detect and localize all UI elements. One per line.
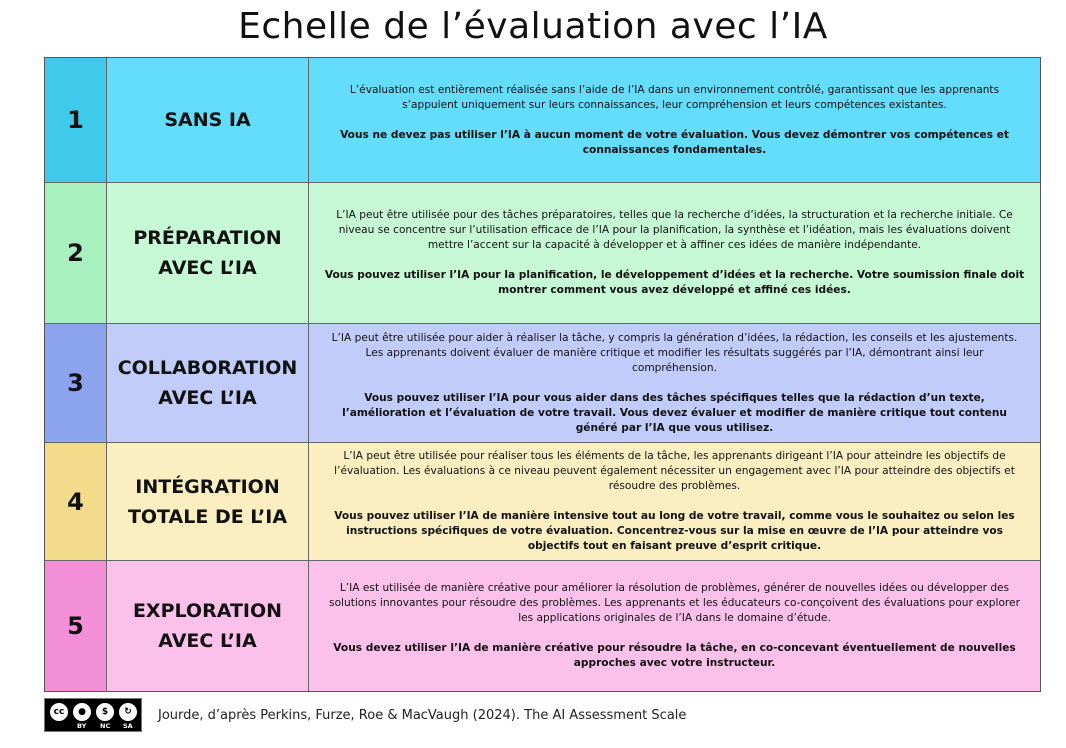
footer bbox=[44, 698, 686, 732]
citation: Jourde, d’après Perkins, Furze, Roe & MacVaugh (2024). The AI Assessment Scale bbox=[158, 707, 687, 723]
level-description: L’IA peut être utilisée pour réaliser tous les éléments de la tâche, les apprenants dirigeant l’IA pour atteindre les objectifs de l’évaluation. Les évaluations à ce niveau peuvent également nécessiter un engagement avec l’IA pour atteindre des objectifs et résoudre des problèmes. bbox=[334, 450, 1015, 492]
level-description-cell bbox=[309, 443, 1040, 560]
level-description: L’IA peut être utilisée pour aider à réaliser la tâche, y compris la génération d’idées, la rédaction, les conseils et les ajustements. Les apprenants doivent évaluer de manière critique et modifier les résultats suggérés par l’IA, démontrant ainsi leur compréhension. bbox=[331, 331, 1018, 374]
sa-label: SA bbox=[123, 722, 133, 730]
level-number: 4 bbox=[45, 443, 107, 560]
level-rule: Vous devez utiliser l’IA de manière créative pour résoudre la tâche, en co-concevant éventuellement de nouvelles approches avec votre instructeur. bbox=[333, 642, 1016, 669]
sa-icon: ↻ bbox=[118, 702, 138, 722]
level-description-cell bbox=[309, 58, 1040, 182]
scale-row-3 bbox=[45, 324, 1040, 443]
level-description: L’IA peut être utilisée pour des tâches préparatoires, telles que la recherche d’idées, la structuration et la recherche initiale. Ce niveau se concentre sur l’utilisation efficace de l’IA pour la planification, la synthèse et l’idéation, mais les évaluations doivent mettre l’accent sur la capacité à développer et à affiner ces idées de manière indépendante. bbox=[336, 209, 1013, 251]
level-number: 1 bbox=[45, 58, 107, 182]
level-number: 2 bbox=[45, 183, 107, 323]
level-rule: Vous pouvez utiliser l’IA pour la planification, le développement d’idées et la recherche. Votre soumission finale doit montrer comment vous avez développé et affiné ces idées. bbox=[324, 269, 1025, 296]
scale-row-4 bbox=[45, 443, 1040, 561]
level-rule: Vous pouvez utiliser l’IA pour vous aider dans des tâches spécifiques telles que la rédaction d’un texte, l’amélioration et l’évaluation de votre travail. Vous devez évaluer et modifier de manière critique tout contenu généré par l’IA que vous utilisez. bbox=[342, 391, 1007, 434]
by-label: BY bbox=[77, 722, 87, 730]
level-description-cell bbox=[309, 183, 1040, 323]
scale-row-5 bbox=[45, 561, 1040, 691]
level-description: L’IA est utilisée de manière créative pour améliorer la résolution de problèmes, générer de nouvelles idées ou développer des solutions innovantes pour résoudre des problèmes. Les apprenants et les éducateurs co-conçoivent des évaluations pour explorer les applications originales de l’IA dans le domaine d’étude. bbox=[329, 582, 1020, 624]
level-number: 5 bbox=[45, 561, 107, 691]
level-name: PRÉPARATION AVEC L’IA bbox=[107, 183, 309, 323]
scale-row-2 bbox=[45, 183, 1040, 324]
page-title: Echelle de l’évaluation avec l’IA bbox=[238, 6, 828, 47]
level-name: INTÉGRATION TOTALE DE L’IA bbox=[107, 443, 309, 560]
scale-row-1 bbox=[45, 58, 1040, 183]
cc-icon: cc bbox=[49, 702, 69, 722]
level-description: L’évaluation est entièrement réalisée sans l’aide de l’IA dans un environnement contrôlé, garantissant que les apprenants s’appuient uniquement sur leurs connaissances, leur compréhension et leurs compétences existantes. bbox=[349, 83, 1000, 111]
level-name: SANS IA bbox=[107, 58, 309, 182]
nc-label: NC bbox=[100, 722, 111, 730]
level-number: 3 bbox=[45, 324, 107, 442]
level-description-cell bbox=[309, 324, 1040, 442]
cc-license-badge bbox=[44, 698, 142, 732]
level-name: COLLABORATION AVEC L’IA bbox=[107, 324, 309, 442]
by-icon: ● bbox=[72, 702, 92, 722]
level-rule: Vous ne devez pas utiliser l’IA à aucun moment de votre évaluation. Vous devez démontrer vos compétences et connaissances fondamentales. bbox=[340, 128, 1009, 156]
level-name: EXPLORATION AVEC L’IA bbox=[107, 561, 309, 691]
level-description-cell bbox=[309, 561, 1040, 691]
assessment-scale-table bbox=[44, 57, 1041, 692]
level-rule: Vous pouvez utiliser l’IA de manière intensive tout au long de votre travail, comme vous le souhaitez ou selon les instructions spécifiques de votre évaluation. Concentrez-vous sur la mise en œuvre de l’IA pour atteindre vos objectifs tout en faisant preuve d’esprit critique. bbox=[334, 510, 1015, 552]
nc-icon: $ bbox=[95, 702, 115, 722]
